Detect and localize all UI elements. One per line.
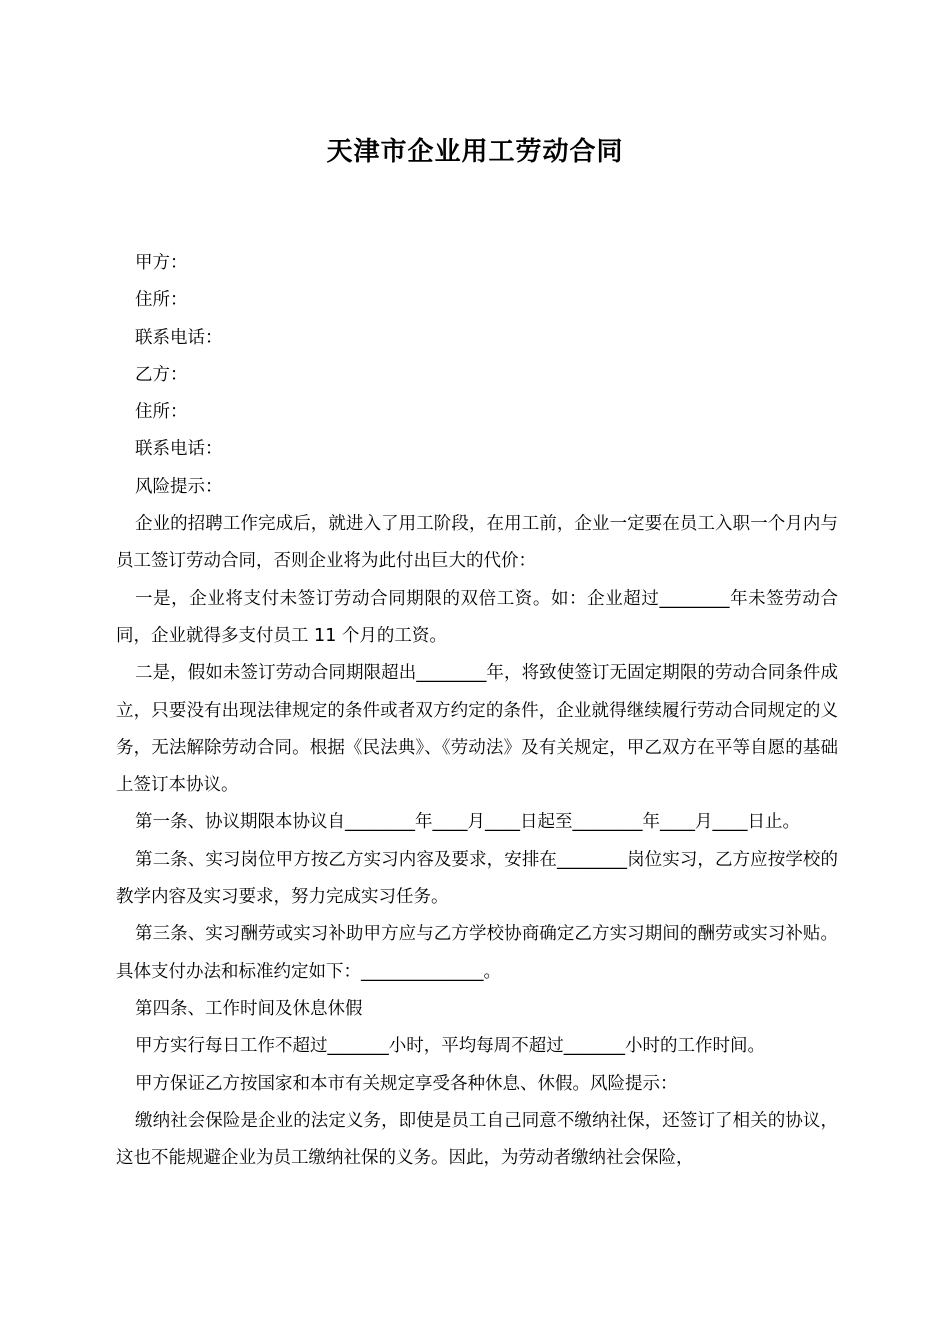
party-b-field: 乙方：: [135, 364, 188, 385]
party-a-field: 甲方：: [135, 253, 188, 273]
party-a-address-field: 住所：: [135, 290, 188, 311]
paragraph-rest-leave: 甲方保证乙方按国家和本市有关规定享受各种休息、休假。风险提示：: [135, 1073, 678, 1094]
article-3-compensation: 第三条、实习酬劳或实习补助甲方应与乙方学校协商确定乙方实习期间的酬劳或实习补贴。具体支付办法和标准约定如下：______________。: [116, 924, 838, 982]
party-b-address-field: 住所：: [135, 402, 188, 423]
paragraph-open-ended-contract: 二是，假如未签订劳动合同期限超出________年，将致使签订无固定期限的劳动合同条件成立，只要没有出现法律规定的条件或者双方约定的条件，企业就得继续履行劳动合同规定的义务，无法解除劳动合同。根据《民法典》、《劳动法》及有关规定，甲乙双方在平等自愿的基础上签订本协议。: [116, 663, 838, 796]
paragraph-social-insurance: 缴纳社会保险是企业的法定义务，即使是员工自己同意不缴纳社保，还签订了相关的协议，这也不能规避企业为员工缴纳社保的义务。因此，为劳动者缴纳社会保险，: [116, 1110, 838, 1169]
document-body: [116, 245, 838, 1177]
article-2-position: 第二条、实习岗位甲方按乙方实习内容及要求，安排在________岗位实习，乙方应按学校的教学内容及实习要求，努力完成实习任务。: [116, 849, 838, 908]
paragraph-recruitment: 企业的招聘工作完成后，就进入了用工阶段，在用工前，企业一定要在员工入职一个月内与员工签订劳动合同，否则企业将为此付出巨大的代价：: [116, 514, 838, 572]
article-1-term: 第一条、协议期限本协议自________年____月____日起至________年____月____日止。: [135, 812, 800, 833]
risk-notice-heading: 风险提示：: [135, 476, 223, 497]
document-title: 天津市企业用工劳动合同: [326, 137, 624, 167]
article-4-heading: 第四条、工作时间及休息休假: [135, 998, 363, 1019]
party-b-phone-field: 联系电话：: [135, 439, 223, 460]
paragraph-double-wage: 一是，企业将支付未签订劳动合同期限的双倍工资。如：企业超过________年未签劳动合同，企业就得多支付员工 11 个月的工资。: [116, 588, 838, 646]
party-a-phone-field: 联系电话：: [135, 327, 223, 348]
paragraph-working-hours: 甲方实行每日工作不超过_______小时，平均每周不超过_______小时的工作时间。: [135, 1036, 765, 1057]
